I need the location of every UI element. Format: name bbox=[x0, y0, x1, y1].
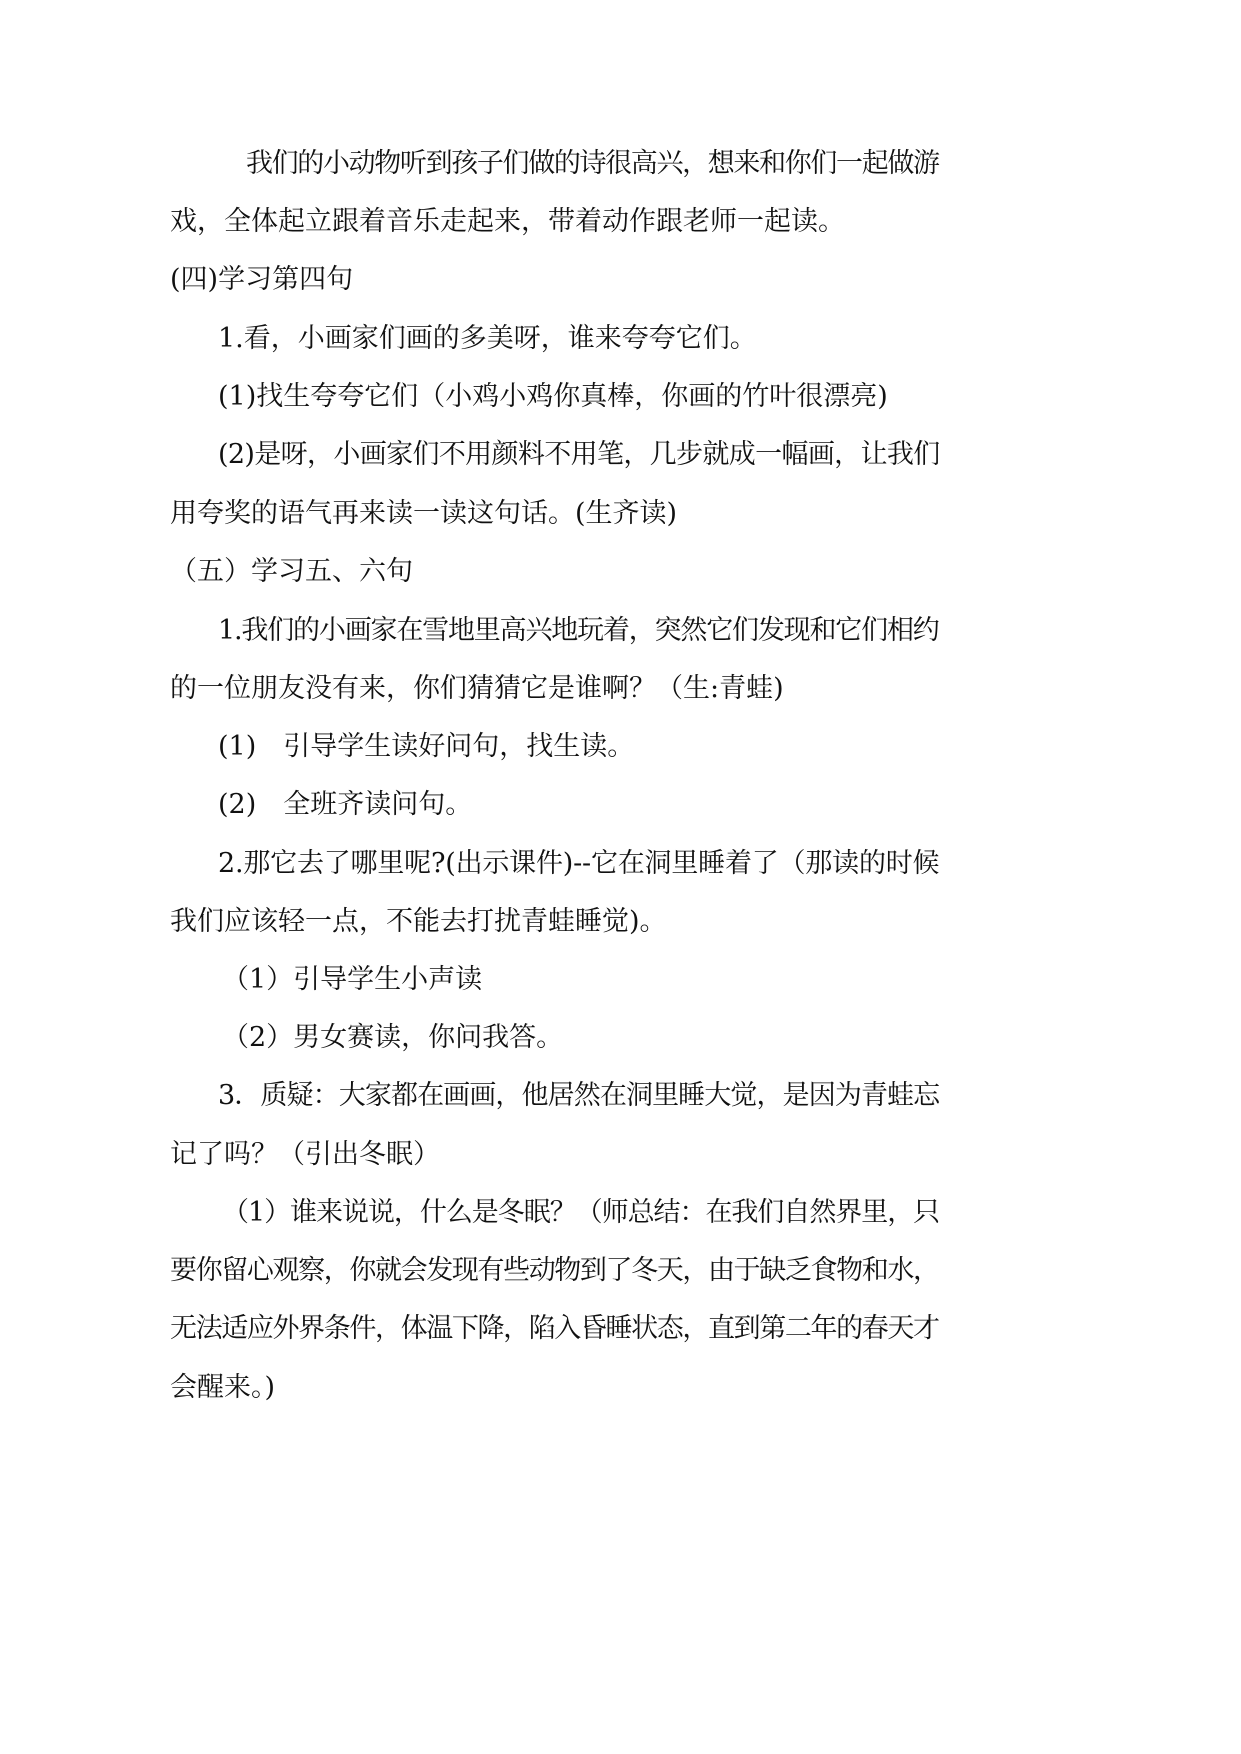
section-heading: （五）学习五、六句 bbox=[170, 556, 413, 587]
sub-item: （1）引导学生小声读 bbox=[222, 964, 483, 995]
sub-item: （2）男女赛读，你问我答。 bbox=[222, 1022, 564, 1053]
sub-item: (1) 引导学生读好问句，找生读。 bbox=[218, 731, 635, 762]
paragraph-line: 记了吗？（引出冬眠） bbox=[170, 1139, 440, 1170]
paragraph-line: 会醒来。) bbox=[170, 1372, 276, 1403]
list-item: 2.那它去了哪里呢?(出示课件)--它在洞里睡着了（那读的时候 bbox=[218, 848, 940, 879]
paragraph-line: 用夸奖的语气再来读一读这句话。(生齐读) bbox=[170, 498, 678, 529]
paragraph-line: 戏，全体起立跟着音乐走起来，带着动作跟老师一起读。 bbox=[170, 206, 845, 237]
section-heading: (四)学习第四句 bbox=[170, 264, 354, 295]
sub-item: (2) 全班齐读问句。 bbox=[218, 789, 473, 820]
list-item: 1.看，小画家们画的多美呀，谁来夸夸它们。 bbox=[218, 323, 757, 354]
paragraph-line: 我们应该轻一点，不能去打扰青蛙睡觉)。 bbox=[170, 906, 667, 937]
sub-item: （1）谁来说说，什么是冬眠？（师总结：在我们自然界里，只 bbox=[222, 1197, 940, 1228]
list-item: 3．质疑：大家都在画画，他居然在洞里睡大觉，是因为青蛙忘 bbox=[218, 1080, 940, 1111]
paragraph-line: 的一位朋友没有来，你们猜猜它是谁啊？（生:青蛙) bbox=[170, 673, 784, 704]
sub-item: (2)是呀，小画家们不用颜料不用笔，几步就成一幅画，让我们 bbox=[218, 439, 940, 470]
list-item: 1.我们的小画家在雪地里高兴地玩着，突然它们发现和它们相约 bbox=[218, 615, 939, 646]
sub-item: (1)找生夸夸它们（小鸡小鸡你真棒，你画的竹叶很漂亮) bbox=[218, 381, 888, 412]
paragraph-line: 无法适应外界条件，体温下降，陷入昏睡状态，直到第二年的春天才 bbox=[170, 1313, 939, 1344]
paragraph-line: 要你留心观察，你就会发现有些动物到了冬天，由于缺乏食物和水， bbox=[170, 1255, 939, 1286]
paragraph-line: 我们的小动物听到孩子们做的诗很高兴，想来和你们一起做游 bbox=[246, 148, 939, 179]
